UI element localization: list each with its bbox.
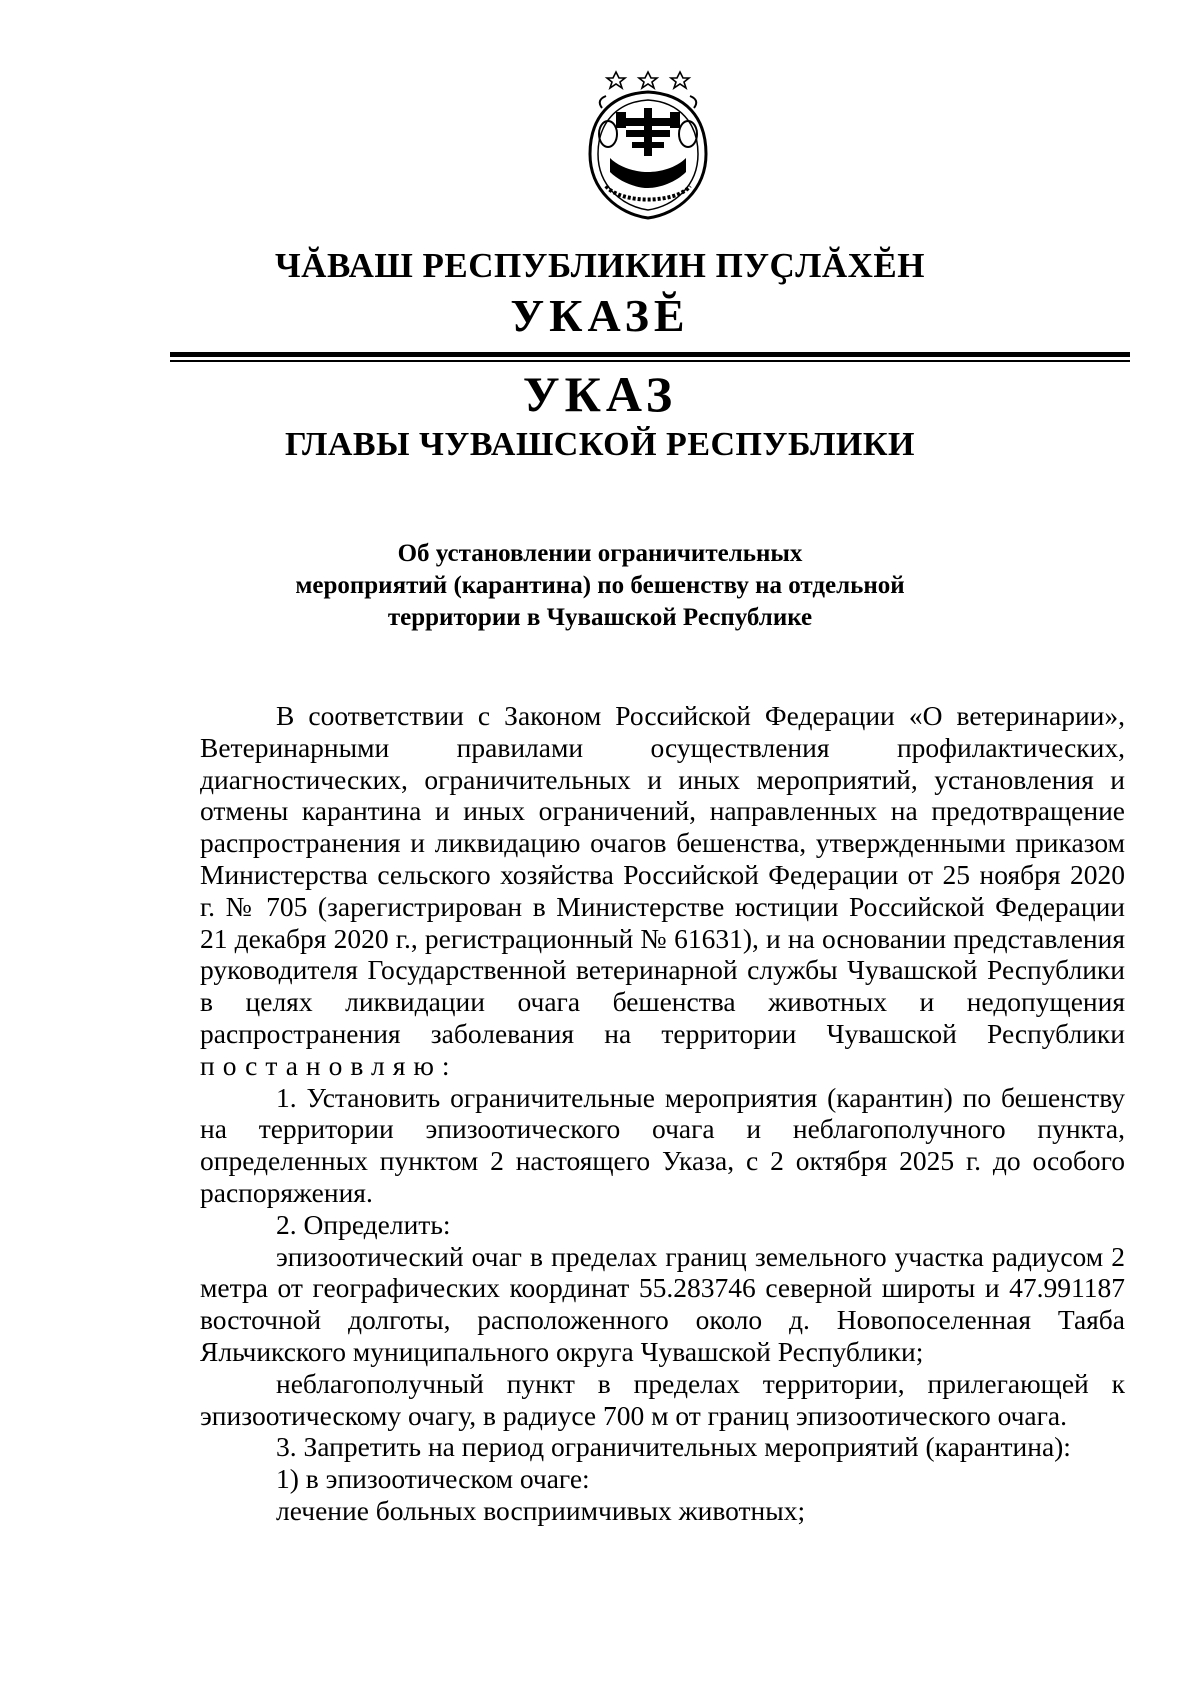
preamble-text: В соответствии с Законом Российской Федерации «О ветеринарии», Ветеринарными правилами осуществления профилактических, диагностических, ограничительных и иных мероприятий, установления и отмены карантина и иных ограничений, направленных на предотвращение распространения и ликвидацию очагов бешенства, утвержденными приказом Министерства сельского хозяйства Российской Федерации от 25 ноября 2020 г. № 705 (зарегистрирован в Министерстве юстиции Российской Федерации 21 декабря 2020 г., регистрационный № 61631), и на основании представления руководителя Государственной ветеринарной службы Чувашской Республики в целях ликвидации очага бешенства животных и недопущения распространения заболевания на территории Чувашской Республики [200,700,1125,1049]
item-2-point-paragraph: неблагополучный пункт в пределах территории, прилегающей к эпизоотическому очагу, в радиусе 700 м от границ эпизоотического очага. [200,1367,1125,1431]
subject-line-1: Об установлении ограничительных [397,540,803,567]
header-russian-issuer: ГЛАВЫ ЧУВАШСКОЙ РЕСПУБЛИКИ [285,426,915,463]
header-divider-thick [170,352,1130,357]
header-russian-decree-title: УКАЗ [522,366,678,422]
subject-line-2: мероприятий (карантина) по бешенству на отдельной [295,572,905,599]
item-3-sub-1-a-paragraph: лечение больных восприимчивых животных; [276,1494,806,1526]
item-3-paragraph: 3. Запретить на период ограничительных мероприятий (карантина): [276,1431,1071,1463]
item-2-focus-paragraph: эпизоотический очаг в пределах границ земельного участка радиусом 2 метра от географических координат 55.283746 северной широты и 47.991187 восточной долготы, расположенного около д. Новопоселенная Таяба Яльчикского муниципального округа Чувашской Республики; [200,1240,1125,1367]
item-2-paragraph: 2. Определить: [276,1208,451,1240]
header-divider-thin [170,360,1130,362]
decree-keyword: постановляю: [200,1049,458,1081]
header-chuvash-line1: ЧĂВАШ РЕСПУБЛИКИН ПУҪЛĂХĔН [274,246,925,285]
decree-body [200,700,1125,1527]
coat-of-arms-emblem [580,68,716,220]
item-1-paragraph: 1. Установить ограничительные мероприятия (карантин) по бешенству на территории эпизоотического очага и неблагополучного пункта, определенных пунктом 2 настоящего Указа, с 2 октября 2025 г. до особого распоряжения. [200,1081,1125,1208]
preamble-paragraph [200,700,1125,1082]
header-chuvash-decree-title: УКАЗĔ [510,290,690,341]
subject-line-3: территории в Чувашской Республике [387,604,813,631]
decree-subject [0,538,1200,634]
item-3-sub-1-paragraph: 1) в эпизоотическом очаге: [276,1463,590,1495]
